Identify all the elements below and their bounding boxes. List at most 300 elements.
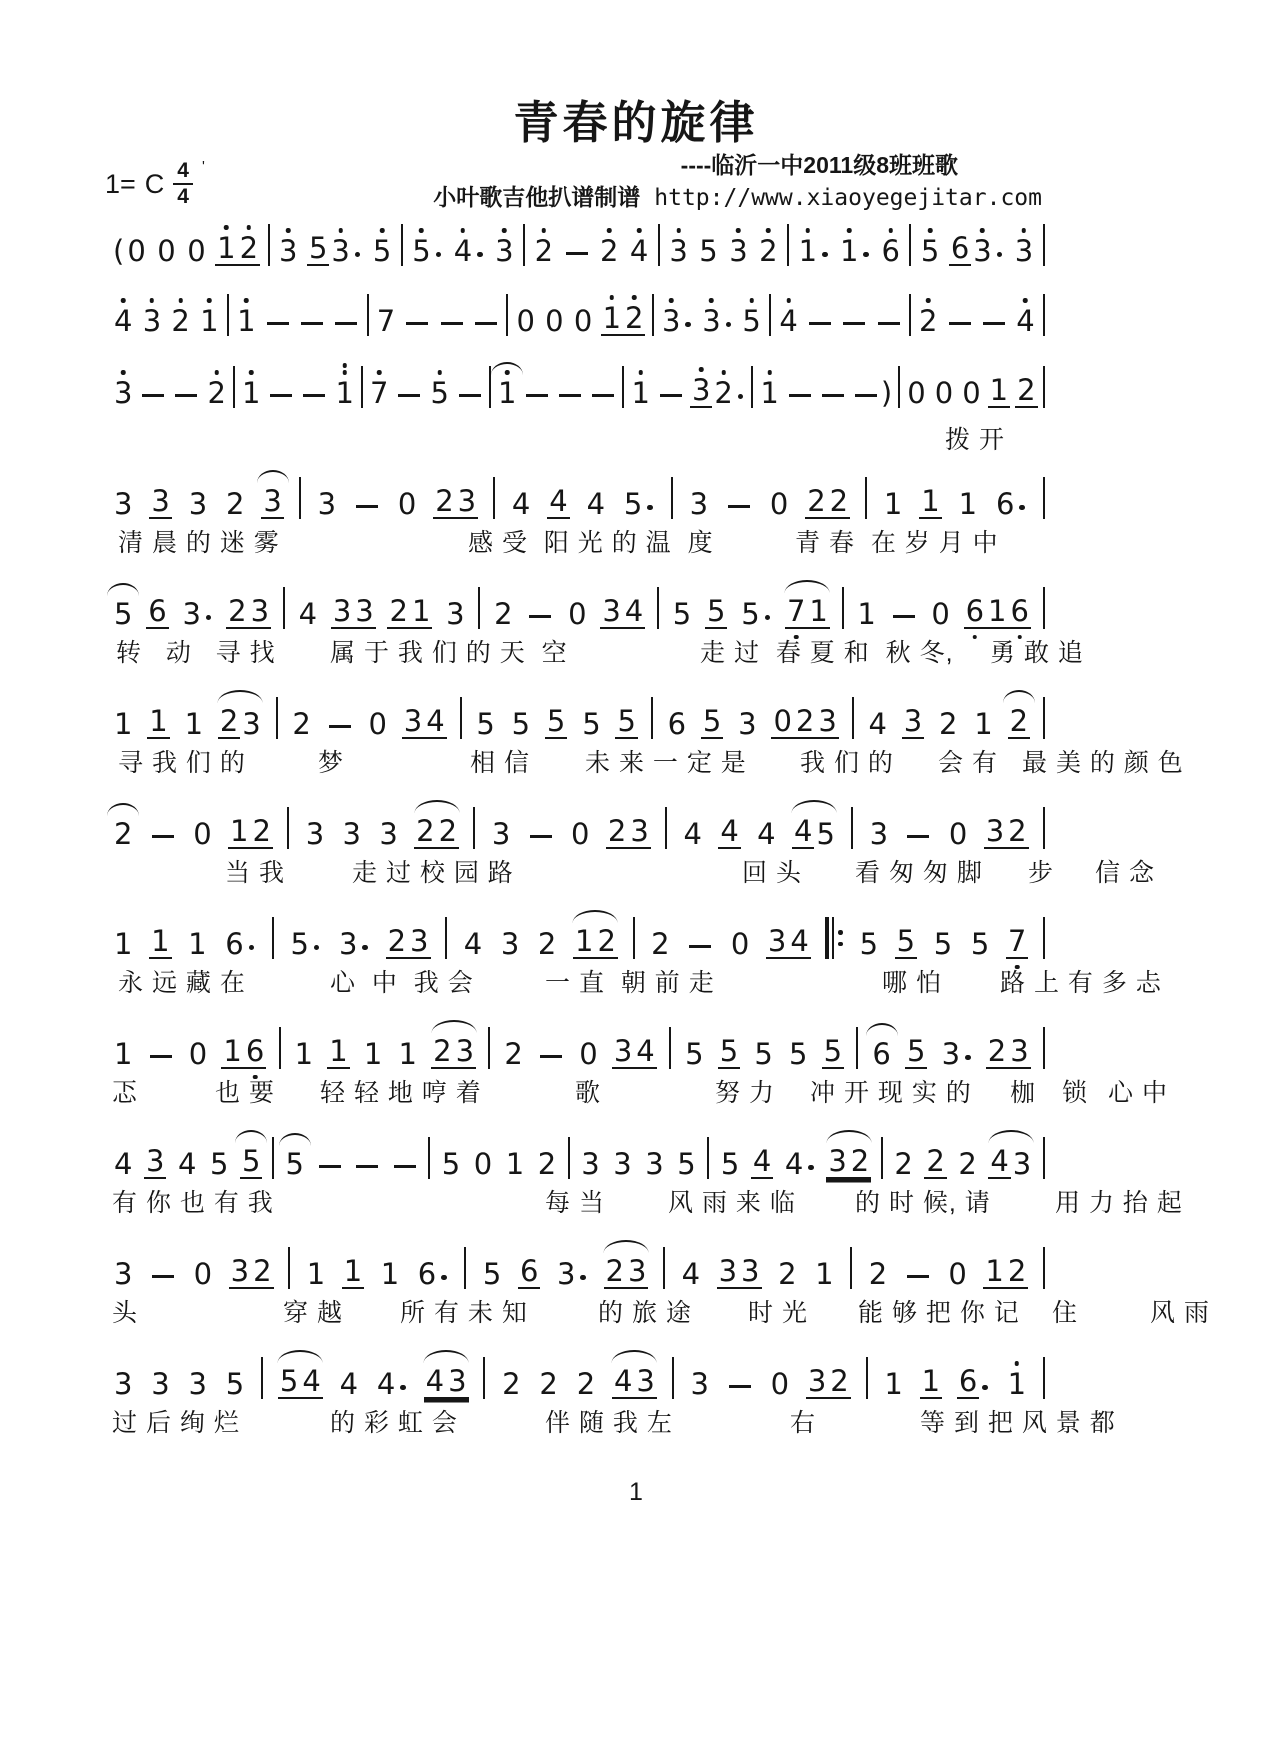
note-token [822,1034,844,1069]
note-token [667,234,689,268]
note-digit: 6 [417,1257,437,1291]
beam-group [822,1034,844,1069]
note-digit: 3 [729,237,747,266]
note-digit: 3 [627,1254,647,1288]
slur-arc [612,1350,657,1363]
dash-note [559,394,581,397]
note-digit: 3 [613,1034,633,1068]
octave-dot-above [786,298,791,303]
note-digit: 3 [230,1254,250,1288]
note-token [615,704,637,739]
note-token [514,304,536,338]
note-token [424,1364,469,1399]
note-digit: 2 [1017,373,1036,407]
note-token [649,927,671,961]
augmentation-dot [965,1055,971,1061]
note-digit: 2 [607,814,627,848]
note-token [180,597,214,631]
note-token [444,597,466,631]
note-token [580,707,602,741]
dedication: ----临沂一中2011级8班班歌 [680,152,958,178]
lyric-segment: 也 要 [215,1079,275,1107]
note-token [433,484,478,519]
note-digit: 5 [921,237,939,266]
note-token [155,234,177,268]
note-digit: 5 [685,1037,704,1071]
note-token [307,231,363,268]
note-token [690,373,746,410]
note-digit: 3 [114,1367,133,1401]
octave-dot-above [502,228,507,233]
note-token [518,1254,540,1289]
note-token [187,1037,209,1071]
note-token [579,1147,601,1181]
note-digit: 2 [987,1034,1007,1068]
barline [287,807,289,849]
note-digit: 0 [157,234,176,268]
beam-group [615,704,637,739]
beam-group [573,924,618,959]
note-token [1006,1367,1028,1401]
note-token [496,376,518,410]
barline [652,294,654,336]
note-digit: 3 [645,1147,664,1181]
beam-group [924,1144,946,1179]
note-digit: 0 [568,597,587,631]
note-token [757,234,779,268]
dash-note [441,322,463,325]
note-digit: 2 [597,924,616,958]
beam-group [895,924,917,959]
note-digit: 5 [970,927,990,961]
note-digit: 3 [690,1367,709,1401]
note-digit: 4 [624,594,644,628]
slur-arc [218,690,263,703]
note-token [537,1055,565,1069]
barline [1043,477,1045,519]
note-digit: 1 [188,927,207,961]
note-token [701,704,723,739]
note-token [316,487,338,521]
note-token [870,1037,892,1071]
note-token [112,1037,134,1071]
note-digit: 3 [985,814,1005,848]
note-token [149,924,171,959]
beam-group [414,814,459,849]
note-digit: 0 [573,304,593,338]
note-digit: 5 [788,1037,808,1071]
note-digit: 1 [114,707,133,741]
slur-arc [573,910,618,923]
note-digit: 1 [217,234,235,263]
note-digit: 4 [990,1144,1009,1178]
dash-note [809,322,831,325]
repeat-begin-barline [825,917,843,959]
note-token [410,234,444,268]
note-digit: 3 [457,484,477,518]
note-token [785,594,830,629]
beam-group [988,373,1010,408]
beam-group [146,594,168,629]
lyric-segment: 住 [1052,1299,1079,1327]
note-token [493,234,515,268]
note-digit: 2 [494,597,513,631]
note-token [919,234,941,268]
note-token [235,304,257,338]
note-digit: 6 [225,927,244,961]
note-token [879,234,901,268]
lyric-segment: 青 春 在 岁 月 中 [795,529,999,557]
note-digit: 5 [933,927,953,961]
slur-arc [988,1130,1033,1143]
note-digit: 1 [505,1147,525,1181]
octave-dot-above [610,295,615,300]
barline [909,224,911,266]
octave-dot-above [806,228,811,233]
note-token [826,1144,871,1179]
octave-dot-above [377,370,382,375]
note-token [206,376,228,410]
note-token [855,597,877,631]
note-token [229,1254,274,1289]
dash-note [949,322,971,325]
note-token [472,322,500,336]
note-token [147,1055,175,1069]
note-token [986,1034,1031,1069]
note-token [902,704,924,739]
note-digit: 1 [237,307,255,336]
note-token [555,1257,589,1291]
note-token [395,394,423,408]
beam-group [751,1144,773,1179]
note-token [729,927,751,961]
note-digit: 0 [571,817,590,851]
note-token [671,597,693,631]
augmentation-dot [982,1385,988,1391]
note-token [387,594,432,629]
dash-note [459,394,481,397]
barline [842,587,844,629]
note-token [149,835,177,849]
note-digit: 2 [651,927,670,961]
augmentation-dot [685,322,691,328]
note-token [819,394,847,408]
note-token [240,376,262,410]
beam-group [545,704,567,739]
note-token [994,487,1028,521]
lyric-segment: 有 你 也 有 我 [112,1189,274,1217]
slur-arc [107,803,139,816]
music-line [112,290,1045,336]
note-token [112,817,134,851]
note-digit: 5 [823,1034,843,1068]
note-token [169,304,191,338]
note-token [353,1165,381,1179]
note-token [719,1147,741,1181]
barline [279,1027,281,1069]
slur-arc [604,1240,649,1253]
note-token [185,234,207,268]
barline [657,587,659,629]
note-token [984,814,1029,849]
beam-group [229,1254,274,1289]
note-token [768,487,790,521]
time-tick-mark: ' [201,158,205,175]
barline [769,294,771,336]
barline [506,294,508,336]
note-digit: 5 [707,594,726,628]
barline [909,294,911,336]
note-digit: 3 [448,1364,467,1398]
dash-note [843,322,865,325]
beam-group [718,1034,740,1069]
note-digit: 3 [403,704,423,738]
note-token [980,322,1008,336]
note-digit: 2 [292,707,311,741]
beam-group [717,1254,762,1289]
octave-dot-above [207,298,212,303]
note-token [146,594,168,629]
lyric-segment: 枷 [1010,1079,1037,1107]
note-digit: 5 [702,704,722,738]
note-digit: 4 [794,814,813,848]
barline [866,1357,868,1399]
lyric-segment: 路 上 有 多 忐 [1000,969,1162,997]
note-token [452,234,486,268]
beam-group [518,1254,540,1289]
note-token [895,924,917,959]
barline [283,587,285,629]
note-token [932,927,954,961]
dash-note [335,322,357,325]
octave-dot-above [607,228,612,233]
beam-group [986,1034,1031,1069]
note-digit: 1 [809,594,828,628]
lyric-segment: 会 有 [938,749,998,777]
note-token [940,1037,974,1071]
slur-arc [866,1023,898,1036]
note-token [786,394,814,408]
octave-dot-above [247,225,252,230]
lyric-segment: 未 来 一 定 是 [585,749,747,777]
note-digit: 3 [500,927,520,961]
note-digit: 0 [473,1147,493,1181]
note-token [920,1364,942,1399]
note-token [972,707,994,741]
octave-dot-above [342,370,347,375]
note-digit: 2 [894,1147,913,1181]
slur-arc [424,1350,469,1363]
note-token [331,594,376,629]
beam-group [387,594,432,629]
lyric-segment: 能 够 把 你 记 [858,1299,1020,1327]
beam-group [1015,373,1037,408]
note-token [112,234,148,268]
beam-group [547,484,569,519]
note-digit: 0 [907,376,926,410]
dash-note [526,394,548,397]
barline [1043,1137,1045,1179]
page-number: 1 [629,1478,643,1506]
note-token [149,484,171,519]
barline [272,1137,274,1179]
note-digit: 2 [539,1367,558,1401]
note-token [718,814,740,849]
note-token [718,1034,740,1069]
note-token [183,707,205,741]
barline [276,697,278,739]
note-digit: 3 [581,1147,600,1181]
augmentation-dot [822,252,828,258]
note-token [510,487,532,521]
note-token [643,1147,665,1181]
note-digit: 2 [535,237,553,266]
note-token [657,394,685,408]
note-token [500,1367,522,1401]
note-digit: 3 [342,817,361,851]
lyric-segment: 永 远 藏 在 [118,969,246,997]
lyric-segment: 冲 开 现 实 的 [810,1079,972,1107]
note-token [947,817,969,851]
lyric-segment: 相 信 [470,749,530,777]
note-digit: 2 [795,704,815,738]
note-digit: 5 [290,927,309,961]
barline [658,224,660,266]
note-token [946,322,974,336]
note-digit: 3 [692,376,710,405]
octave-dot-above [736,228,741,233]
note-digit: 2 [537,927,557,961]
note-token [149,1367,171,1401]
lyric-segment: 努 力 [715,1079,775,1107]
note-digit: 3 [317,487,337,521]
barline [478,587,480,629]
note-token [988,1144,1033,1181]
dash-note [530,835,552,838]
dash-note [152,1275,174,1278]
barline [227,294,229,336]
note-token [949,231,1005,268]
note-token [386,924,431,959]
note-token [186,927,208,961]
lyric-segment: 时 光 [748,1299,808,1327]
note-token [192,1257,214,1291]
beam-group [215,231,260,266]
note-digit: 2 [778,1257,797,1291]
note-token [377,817,399,851]
note-token [937,707,959,741]
note-token [298,322,326,336]
note-digit: 2 [114,817,133,851]
beam-group [805,484,850,519]
note-token [1014,304,1036,338]
barline [464,1247,466,1289]
note-digit: 4 [454,237,472,266]
note-token [604,1254,649,1289]
beam-group [964,594,1031,629]
note-digit: 1 [114,927,133,961]
slur-arc [107,583,139,596]
note-token [492,597,514,631]
slur-arc [1003,690,1035,703]
octave-dot-below [973,635,978,640]
barline [1043,1027,1045,1069]
note-digit: 3 [143,307,161,336]
note-token [368,376,390,410]
octave-dot-above [721,370,726,375]
note-digit: 3 [495,237,513,266]
note-token [838,234,872,268]
time-lower: 4 [177,185,189,209]
octave-dot-above [638,370,643,375]
note-digit: 4 [114,307,132,336]
note-digit: 5 [476,707,495,741]
lyric-segment: 信 念 [1095,859,1155,887]
time-upper: 4 [173,160,193,185]
augmentation-dot [441,1275,447,1281]
dash-note [152,835,174,838]
music-line [112,913,1045,959]
note-digit: 7 [376,304,396,338]
beam-group [949,231,971,266]
note-digit: 5 [441,1147,461,1181]
lyric-segment: 轻 轻 地 哼 着 [320,1079,482,1107]
note-token [397,1037,419,1071]
note-digit: 0 [773,704,792,738]
note-digit: 0 [545,304,564,338]
note-token [316,1165,344,1179]
barline [493,477,495,519]
note-token [440,1147,462,1181]
barline [865,477,867,519]
barline [663,1247,665,1289]
note-digit: 5 [412,237,430,266]
note-digit: 5 [373,237,391,266]
note-token [622,487,656,521]
barline [272,917,274,959]
note-token [1013,234,1035,268]
note-token [890,615,918,629]
octave-dot-above [749,298,754,303]
beam-group [920,1364,942,1399]
note-token [176,1147,198,1181]
octave-dot-above [980,228,985,233]
note-token [598,234,620,268]
note-digit: 2 [416,814,435,848]
slur-arc [279,1133,311,1146]
note-token [904,835,932,849]
note-token [739,597,773,631]
beam-group [984,814,1029,849]
note-token [957,487,979,521]
note-digit: 0 [188,1037,208,1071]
octave-dot-above [847,228,852,233]
beam-group [718,814,740,849]
note-token [342,1254,364,1289]
augmentation-dot [808,1165,814,1171]
augmentation-dot [436,252,442,258]
note-digit: 4 [586,487,606,521]
lyric-segment: 伴 随 我 左 [545,1409,673,1437]
repeat-dot [838,942,843,947]
note-token [852,376,893,410]
note-digit: 4 [790,924,809,958]
note-digit: 3 [305,817,325,851]
note-token [191,817,213,851]
note-token [187,487,209,521]
note-token [499,927,521,961]
beam-group [690,373,712,408]
